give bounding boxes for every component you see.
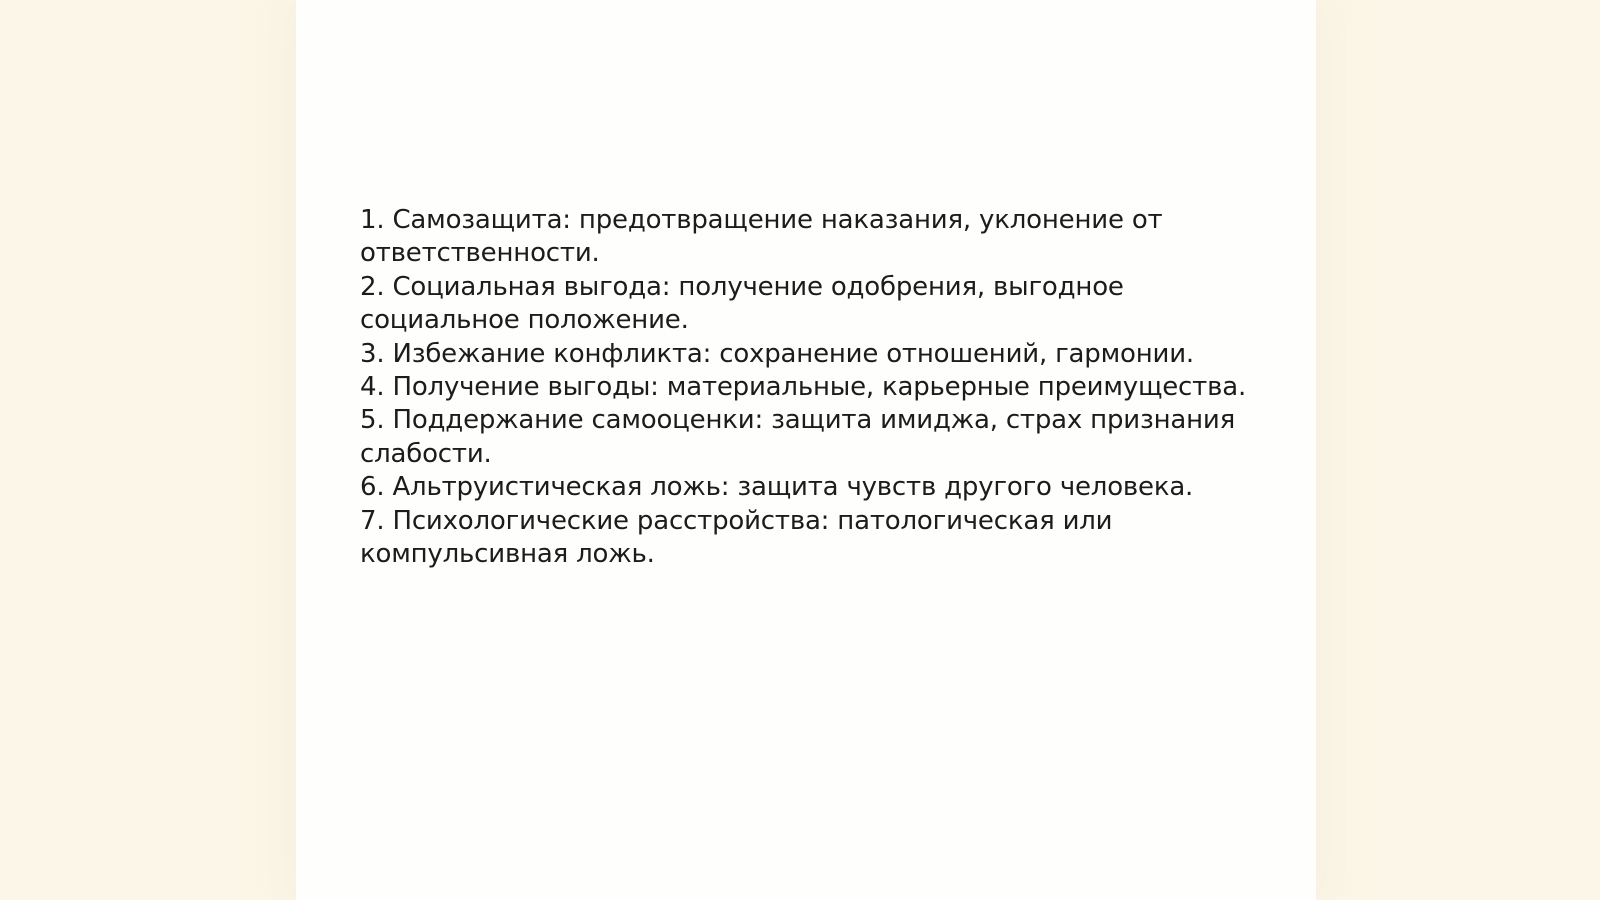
- list-item: 4. Получение выгоды: материальные, карьерные преимущества.: [360, 372, 1247, 403]
- list-item: 5. Поддержание самооценки: защита имиджа, страх признания слабости.: [360, 405, 1236, 469]
- reasons-list: [360, 204, 1260, 571]
- list-item: 7. Психологические расстройства: патологическая или компульсивная ложь.: [360, 505, 1113, 570]
- list-item: 3. Избежание конфликта: сохранение отношений, гармонии.: [360, 338, 1194, 369]
- list-item: 6. Альтруистическая ложь: защита чувств другого человека.: [360, 472, 1194, 503]
- list-item: 2. Социальная выгода: получение одобрения, выгодное социальное положение.: [360, 271, 1124, 336]
- list-item: 1. Самозащита: предотвращение наказания, уклонение от ответственности.: [360, 205, 1163, 269]
- slide-page: [296, 0, 1316, 900]
